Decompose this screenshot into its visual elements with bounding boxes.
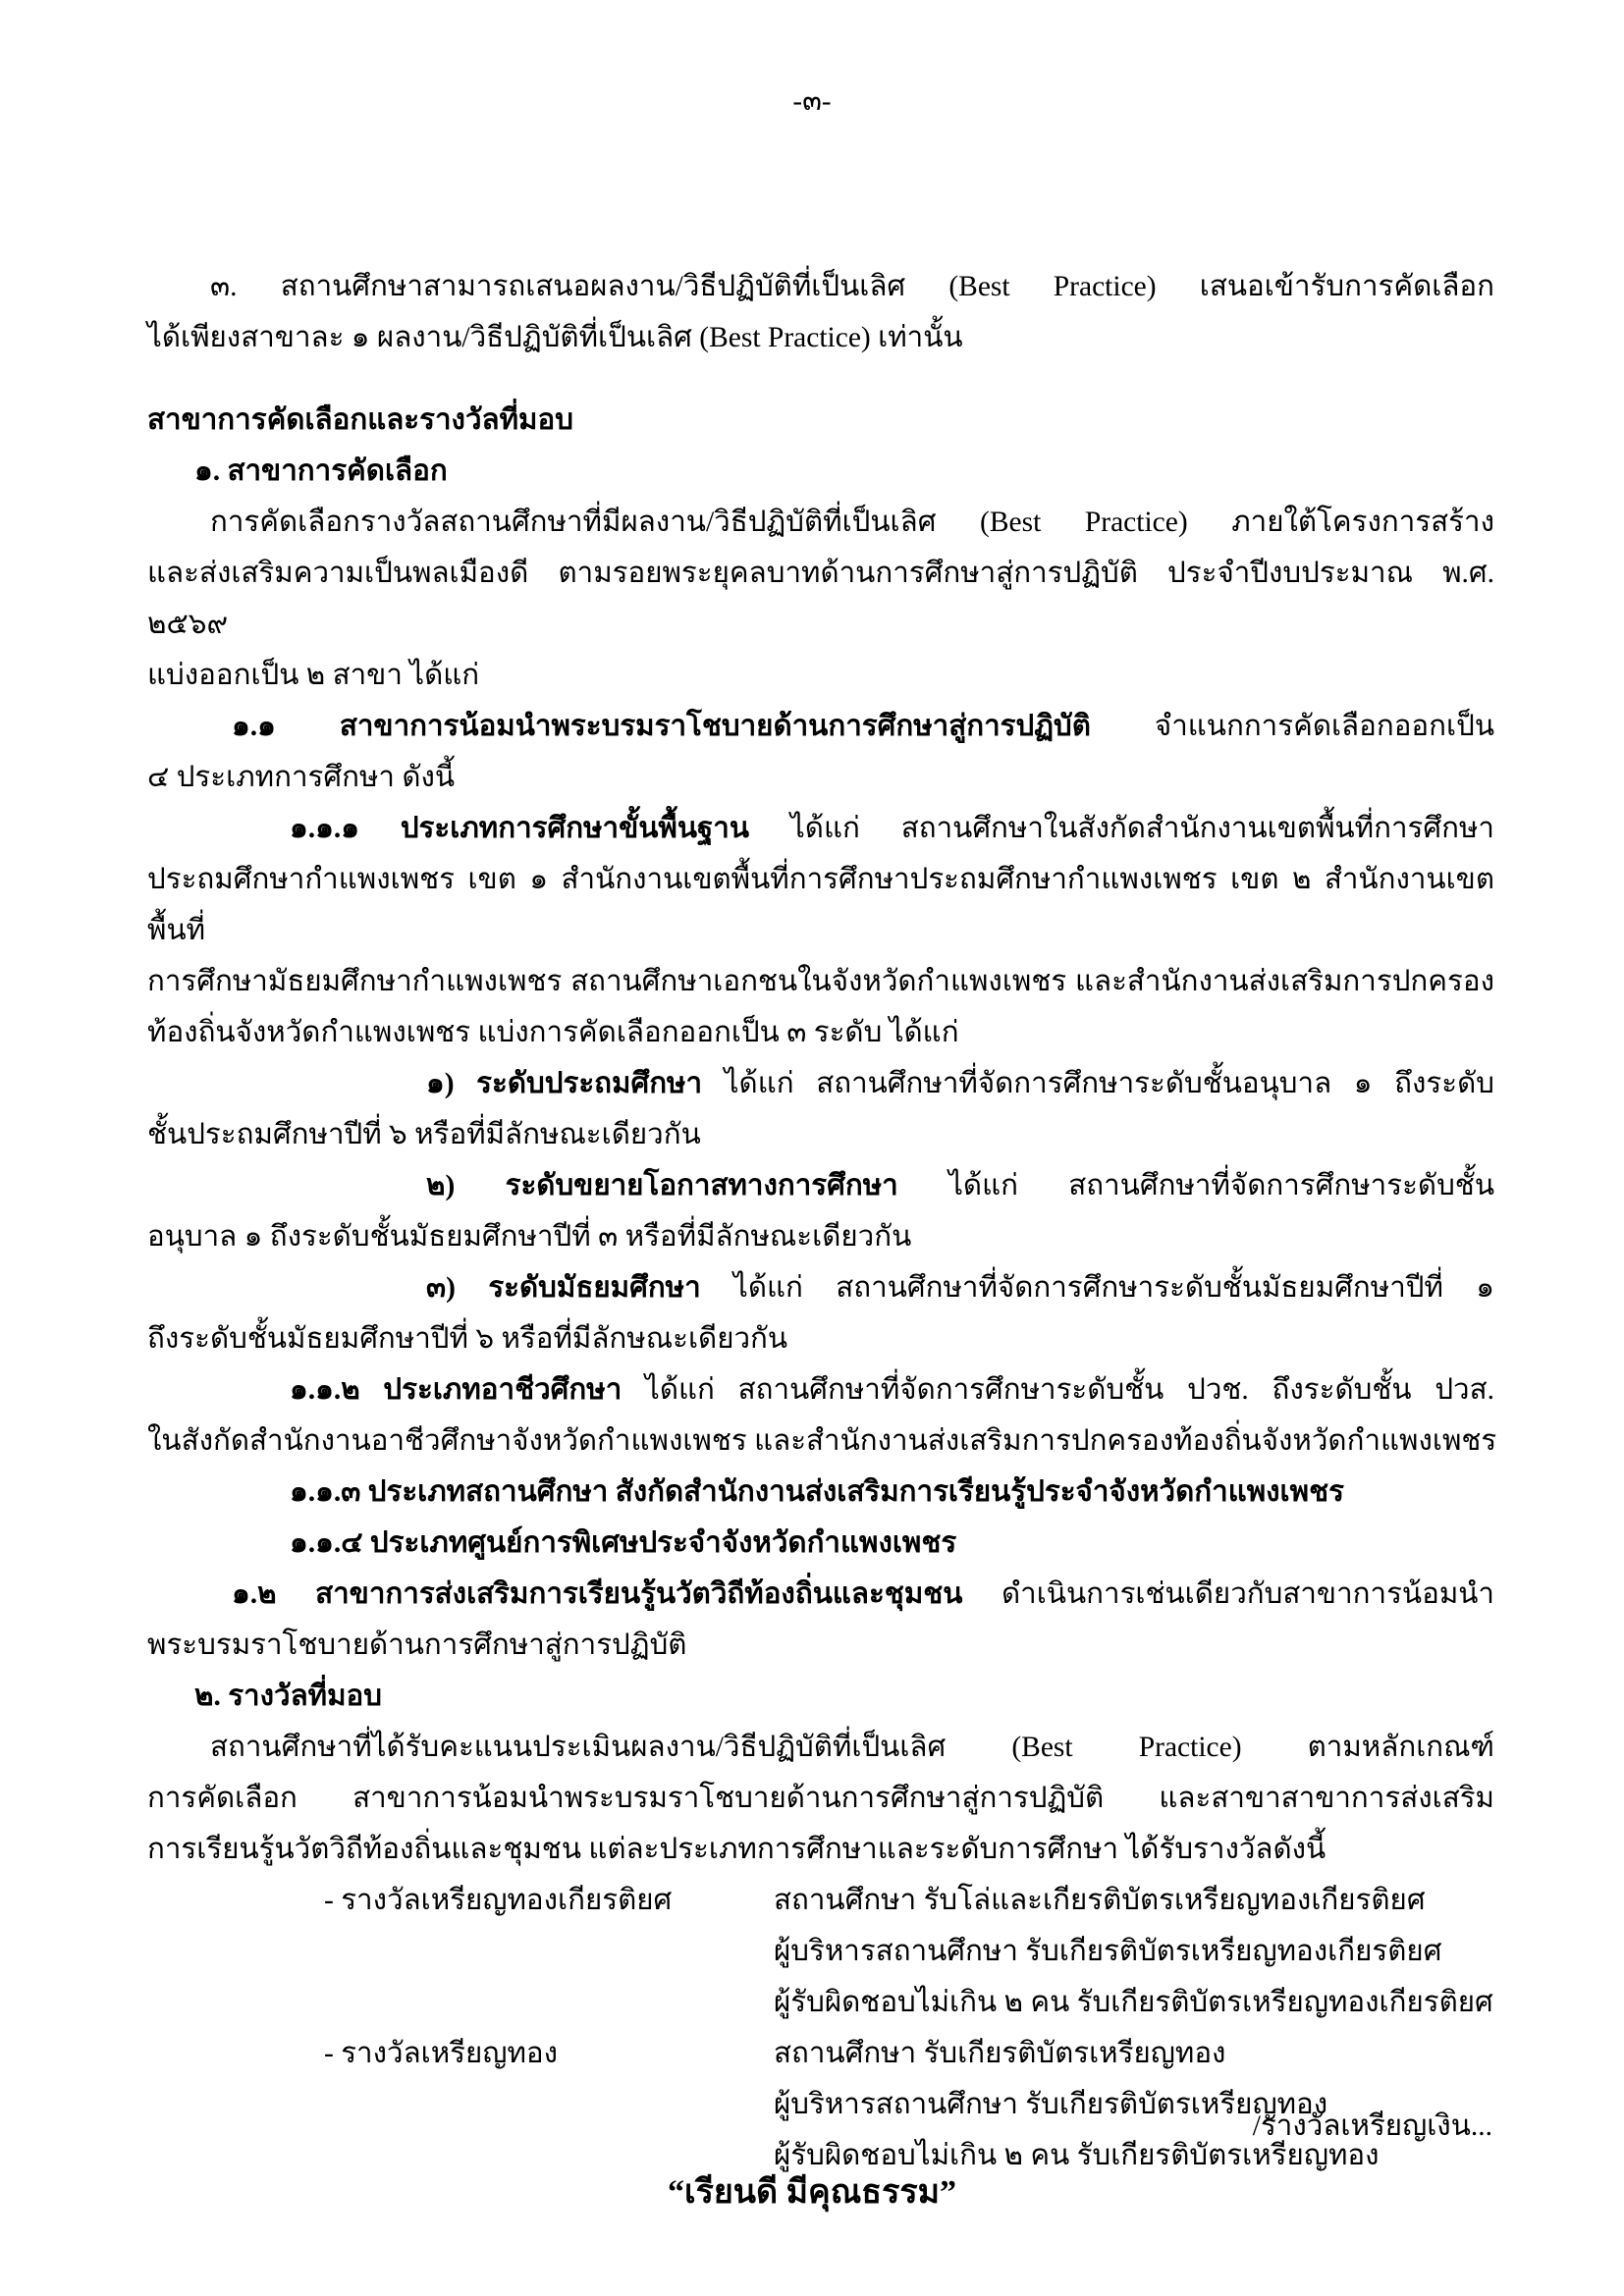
- award-label: - รางวัลเหรียญทอง: [324, 2038, 559, 2069]
- bold-text-segment: ๓) ระดับมัธยมศึกษา: [426, 1272, 701, 1304]
- text-segment: ได้แก่ สถานศึกษาที่จัดการศึกษาระดับชั้นมัธยมศึกษาปีที่ ๑: [700, 1272, 1495, 1304]
- bold-text-segment: ๑.๑.๓ ประเภทสถานศึกษา สังกัดสำนักงานส่งเสริมการเรียนรู้ประจำจังหวัดกำแพงเพชร: [290, 1476, 1344, 1508]
- award-row: [147, 1875, 1494, 1926]
- text-segment: ได้แก่ สถานศึกษาที่จัดการศึกษาระดับชั้น: [897, 1170, 1494, 1201]
- document-body: [147, 261, 1497, 2181]
- text-line: [147, 650, 1494, 701]
- text-segment: การเรียนรู้นวัตวิถีท้องถิ่นและชุมชน แต่ละประเภทการศึกษาและระดับการศึกษา ได้รับรางวัลดังนี้: [147, 1834, 1326, 1865]
- text-line: [147, 1671, 1494, 1722]
- page-number: -๓-: [792, 85, 832, 117]
- text-line: [147, 1058, 1494, 1109]
- bold-text-segment: ๑.๑.๑ ประเภทการศึกษาขั้นพื้นฐาน: [290, 813, 750, 844]
- bold-text-segment: ๑.๑.๒ ประเภทอาชีวศึกษา: [290, 1374, 623, 1406]
- text-line: [147, 1364, 1494, 1415]
- text-segment: ๓. สถานศึกษาสามารถเสนอผลงาน/วิธีปฏิบัติที่เป็นเลิศ (Best Practice) เสนอเข้ารับการคัดเลือก: [210, 271, 1494, 302]
- text-line: [147, 752, 1494, 803]
- award-description: ผู้รับผิดชอบไม่เกิน ๒ คน รับเกียรติบัตรเหรียญทองเกียรติยศ: [774, 1987, 1493, 2018]
- text-line: [147, 1160, 1494, 1211]
- text-line: [147, 1415, 1497, 1467]
- text-line: [147, 1467, 1494, 1518]
- text-segment: จำแนกการคัดเลือกออกเป็น: [1090, 711, 1494, 742]
- text-line: [147, 701, 1494, 752]
- text-line: [147, 548, 1494, 650]
- text-line: [147, 803, 1494, 854]
- bold-text-segment: ๑.๑ สาขาการน้อมนำพระบรมราโชบายด้านการศึกษาสู่การปฏิบัติ: [232, 711, 1091, 742]
- continuation-note: /รางวัลเหรียญเงิน...: [1252, 2110, 1492, 2142]
- award-row: [147, 1926, 1494, 1977]
- text-segment: การคัดเลือกรางวัลสถานศึกษาที่มีผลงาน/วิธีปฏิบัติที่เป็นเลิศ (Best Practice) ภายใต้โครงการสร้าง: [210, 507, 1494, 538]
- award-description: สถานศึกษา รับเกียรติบัตรเหรียญทอง: [774, 2038, 1226, 2069]
- text-segment: ท้องถิ่นจังหวัดกำแพงเพชร แบ่งการคัดเลือกออกเป็น ๓ ระดับ ได้แก่: [147, 1017, 959, 1048]
- text-segment: ในสังกัดสำนักงานอาชีวศึกษาจังหวัดกำแพงเพชร และสำนักงานส่งเสริมการปกครองท้องถิ่นจังหวัดกำแพงเพชร: [147, 1425, 1497, 1457]
- award-row: [147, 1977, 1494, 2028]
- text-line: [147, 1824, 1494, 1875]
- award-description: ผู้รับผิดชอบไม่เกิน ๒ คน รับเกียรติบัตรเหรียญทอง: [774, 2140, 1380, 2171]
- bold-text-segment: ๒. รางวัลที่มอบ: [194, 1681, 382, 1712]
- text-line: [147, 1262, 1494, 1313]
- text-line: [147, 446, 1494, 497]
- text-line: [147, 1109, 1494, 1160]
- text-line: [147, 1569, 1494, 1620]
- text-line: [147, 1773, 1494, 1824]
- text-segment: ได้แก่ สถานศึกษาที่จัดการศึกษาระดับชั้น ปวช. ถึงระดับชั้น ปวส.: [622, 1374, 1494, 1406]
- bold-text-segment: สาขาการคัดเลือกและรางวัลที่มอบ: [147, 404, 573, 436]
- text-segment: อนุบาล ๑ ถึงระดับชั้นมัธยมศึกษาปีที่ ๓ หรือที่มีลักษณะเดียวกัน: [147, 1221, 912, 1253]
- text-line: [147, 854, 1494, 956]
- text-line: [147, 1722, 1494, 1773]
- text-segment: ชั้นประถมศึกษาปีที่ ๖ หรือที่มีลักษณะเดียวกัน: [147, 1119, 701, 1150]
- bold-text-segment: ๑.๑.๔ ประเภทศูนย์การพิเศษประจำจังหวัดกำแพงเพชร: [290, 1527, 957, 1559]
- bold-text-segment: ๑.๒ สาขาการส่งเสริมการเรียนรู้นวัตวิถีท้องถิ่นและชุมชน: [232, 1578, 963, 1610]
- text-segment: และส่งเสริมความเป็นพลเมืองดี ตามรอยพระยุคลบาทด้านการศึกษาสู่การปฏิบัติ ประจำปีงบประมาณ พ.ศ. ๒๕๖๙: [147, 558, 1494, 640]
- text-segment: สถานศึกษาที่ได้รับคะแนนประเมินผลงาน/วิธีปฏิบัติที่เป็นเลิศ (Best Practice) ตามหลักเกณฑ์: [210, 1732, 1494, 1763]
- bold-text-segment: ๑. สาขาการคัดเลือก: [194, 455, 448, 487]
- text-segment: การคัดเลือก สาขาการน้อมนำพระบรมราโชบายด้านการศึกษาสู่การปฏิบัติ และสาขาสาขาการส่งเสริม: [147, 1783, 1494, 1814]
- award-row: [147, 2028, 1494, 2079]
- text-line: [147, 312, 1494, 363]
- text-line: [147, 956, 1494, 1007]
- text-segment: ดำเนินการเช่นเดียวกับสาขาการน้อมนำ: [962, 1578, 1494, 1610]
- text-line: [147, 497, 1494, 548]
- text-segment: ได้แก่ สถานศึกษาที่จัดการศึกษาระดับชั้นอนุบาล ๑ ถึงระดับ: [702, 1068, 1494, 1099]
- text-segment: ได้เพียงสาขาละ ๑ ผลงาน/วิธีปฏิบัติที่เป็นเลิศ (Best Practice) เท่านั้น: [147, 322, 963, 353]
- award-description: ผู้บริหารสถานศึกษา รับเกียรติบัตรเหรียญทองเกียรติยศ: [774, 1936, 1442, 1967]
- text-line: [147, 1007, 1494, 1058]
- bold-text-segment: ๑) ระดับประถมศึกษา: [426, 1068, 703, 1099]
- text-line: [147, 395, 1494, 446]
- text-segment: พระบรมราโชบายด้านการศึกษาสู่การปฏิบัติ: [147, 1629, 687, 1661]
- text-segment: การศึกษามัธยมศึกษากำแพงเพชร สถานศึกษาเอกชนในจังหวัดกำแพงเพชร และสำนักงานส่งเสริมการปกครอง: [147, 966, 1494, 997]
- text-segment: ๔ ประเภทการศึกษา ดังนี้: [147, 762, 456, 793]
- text-segment: แบ่งออกเป็น ๒ สาขา ได้แก่: [147, 660, 480, 691]
- award-label: - รางวัลเหรียญทองเกียรติยศ: [324, 1885, 673, 1916]
- text-line: [147, 261, 1494, 312]
- award-description: สถานศึกษา รับโล่และเกียรติบัตรเหรียญทองเกียรติยศ: [774, 1885, 1426, 1916]
- bold-text-segment: ๒) ระดับขยายโอกาสทางการศึกษา: [426, 1170, 898, 1201]
- text-segment: ถึงระดับชั้นมัธยมศึกษาปีที่ ๖ หรือที่มีลักษณะเดียวกัน: [147, 1323, 788, 1355]
- text-segment: ได้แก่ สถานศึกษาในสังกัดสำนักงานเขตพื้นที่การศึกษา: [749, 813, 1494, 844]
- text-segment: ประถมศึกษากำแพงเพชร เขต ๑ สำนักงานเขตพื้นที่การศึกษาประถมศึกษากำแพงเพชร เขต ๒ สำนักงานเขตพื้นที่: [147, 864, 1494, 946]
- award-description: ผู้บริหารสถานศึกษา รับเกียรติบัตรเหรียญทอง: [774, 2089, 1328, 2120]
- text-line: [147, 1620, 1494, 1671]
- text-line: [147, 1211, 1494, 1262]
- text-line: [147, 1518, 1494, 1569]
- school-motto: “เรียนดี มีคุณธรรม”: [667, 2174, 956, 2211]
- text-line: [147, 1313, 1494, 1364]
